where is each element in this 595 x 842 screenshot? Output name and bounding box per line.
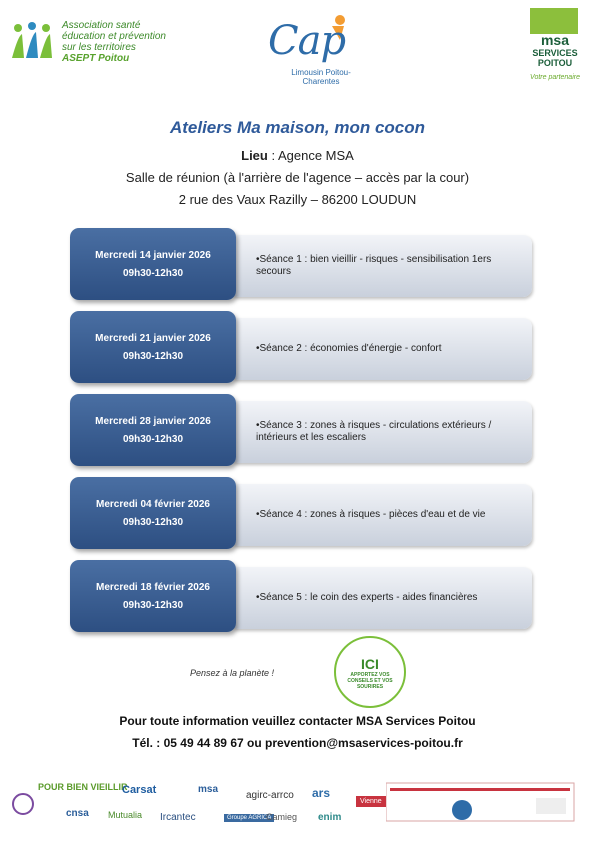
session-date-box [70, 560, 236, 632]
session-date-box [70, 394, 236, 466]
lieu-line1 [0, 148, 595, 163]
session-date-box [70, 228, 236, 300]
session-date: Mercredi 21 janvier 2026 [95, 333, 211, 344]
asept-logo [8, 16, 168, 80]
asept-line3: sur les territoires [62, 42, 136, 53]
planet-note: Pensez à la planète ! [190, 668, 275, 678]
session-date-box [70, 311, 236, 383]
people-icon [8, 22, 60, 62]
session-desc: •Séance 3 : zones à risques - circulations extérieurs / intérieurs et les escaliers [256, 420, 492, 443]
page-title: Ateliers Ma maison, mon cocon [169, 118, 426, 137]
asept-line4: ASEPT Poitou [62, 53, 130, 64]
partner-logo: cnsa [66, 808, 89, 819]
session-date-box [70, 477, 236, 549]
session-date: Mercredi 28 janvier 2026 [95, 416, 211, 427]
asept-line1: Association santé [62, 20, 141, 31]
partner-logo: enim [318, 812, 342, 823]
partner-logo: Mutualia [108, 810, 143, 820]
ici-badge [334, 636, 406, 708]
contact-line2: Tél. : 05 49 44 89 67 ou prevention@msaservices-poitou.fr [132, 736, 463, 750]
asept-line2: éducation et prévention [62, 31, 166, 42]
ici-title: ICI [361, 656, 379, 672]
partner-logo: Carsat [122, 784, 157, 796]
partner-logo: agirc-arrco [246, 790, 294, 801]
partner-logo: Vienne [356, 796, 386, 807]
session-row [70, 394, 532, 466]
partner-logo: POUR BIEN VIEILLIR [38, 782, 128, 792]
cap-word: Cap [268, 18, 346, 64]
session-desc-box [230, 401, 532, 463]
session-desc: •Séance 1 : bien vieillir - risques - sensibilisation 1ers secours [256, 254, 492, 277]
partner-logo: msa [198, 784, 219, 795]
lieu-label: Lieu [241, 148, 268, 163]
session-desc-box [230, 318, 532, 380]
partner-logo: ars [312, 786, 331, 800]
session-row [70, 477, 532, 549]
session-desc: •Séance 2 : économies d'énergie - confort [256, 343, 442, 354]
cnracl-logo-icon [10, 792, 36, 816]
partner-logo: Camieg [266, 812, 298, 822]
lieu-line3: 2 rue des Vaux Razilly – 86200 LOUDUN [178, 192, 417, 207]
msa-line3: Votre partenaire [530, 74, 580, 81]
session-row [70, 228, 532, 300]
contact-line1: Pour toute information veuillez contacter MSA Services Poitou [119, 714, 476, 728]
session-hours: 09h30-12h30 [122, 600, 184, 611]
session-hours: 09h30-12h30 [122, 268, 184, 279]
session-row [70, 560, 532, 632]
conference-financeurs-logo-icon [386, 782, 576, 822]
session-desc-box [230, 235, 532, 297]
session-date: Mercredi 14 janvier 2026 [95, 250, 211, 261]
cap-sub: Limousin Poitou-Charentes [291, 68, 351, 86]
session-desc: •Séance 5 : le coin des experts - aides financières [256, 592, 478, 603]
msa-services-logo [526, 8, 584, 84]
session-hours: 09h30-12h30 [122, 434, 184, 445]
session-date: Mercredi 18 février 2026 [96, 582, 210, 593]
msa-line2: SERVICES POITOU [532, 48, 578, 68]
lieu-line2: Salle de réunion (à l'arrière de l'agence – accès par la cour) [125, 170, 470, 185]
session-row [70, 311, 532, 383]
session-hours: 09h30-12h30 [122, 351, 184, 362]
msa-line1: msa [540, 32, 570, 48]
session-desc-box [230, 567, 532, 629]
session-desc-box [230, 484, 532, 546]
session-desc: •Séance 4 : zones à risques - pièces d'eau et de vie [256, 509, 486, 520]
partner-logo: Ircantec [160, 812, 196, 823]
ici-text: APPORTEZ VOS CONSEILS ET VOS SOURIRES [347, 672, 393, 690]
cap-logo [262, 12, 382, 84]
session-date: Mercredi 04 février 2026 [96, 499, 210, 510]
lieu-value: : Agence MSA [267, 148, 354, 163]
msa-square-icon [530, 8, 578, 34]
session-hours: 09h30-12h30 [122, 517, 184, 528]
partner-logo: Groupe AGRICA [224, 814, 274, 822]
